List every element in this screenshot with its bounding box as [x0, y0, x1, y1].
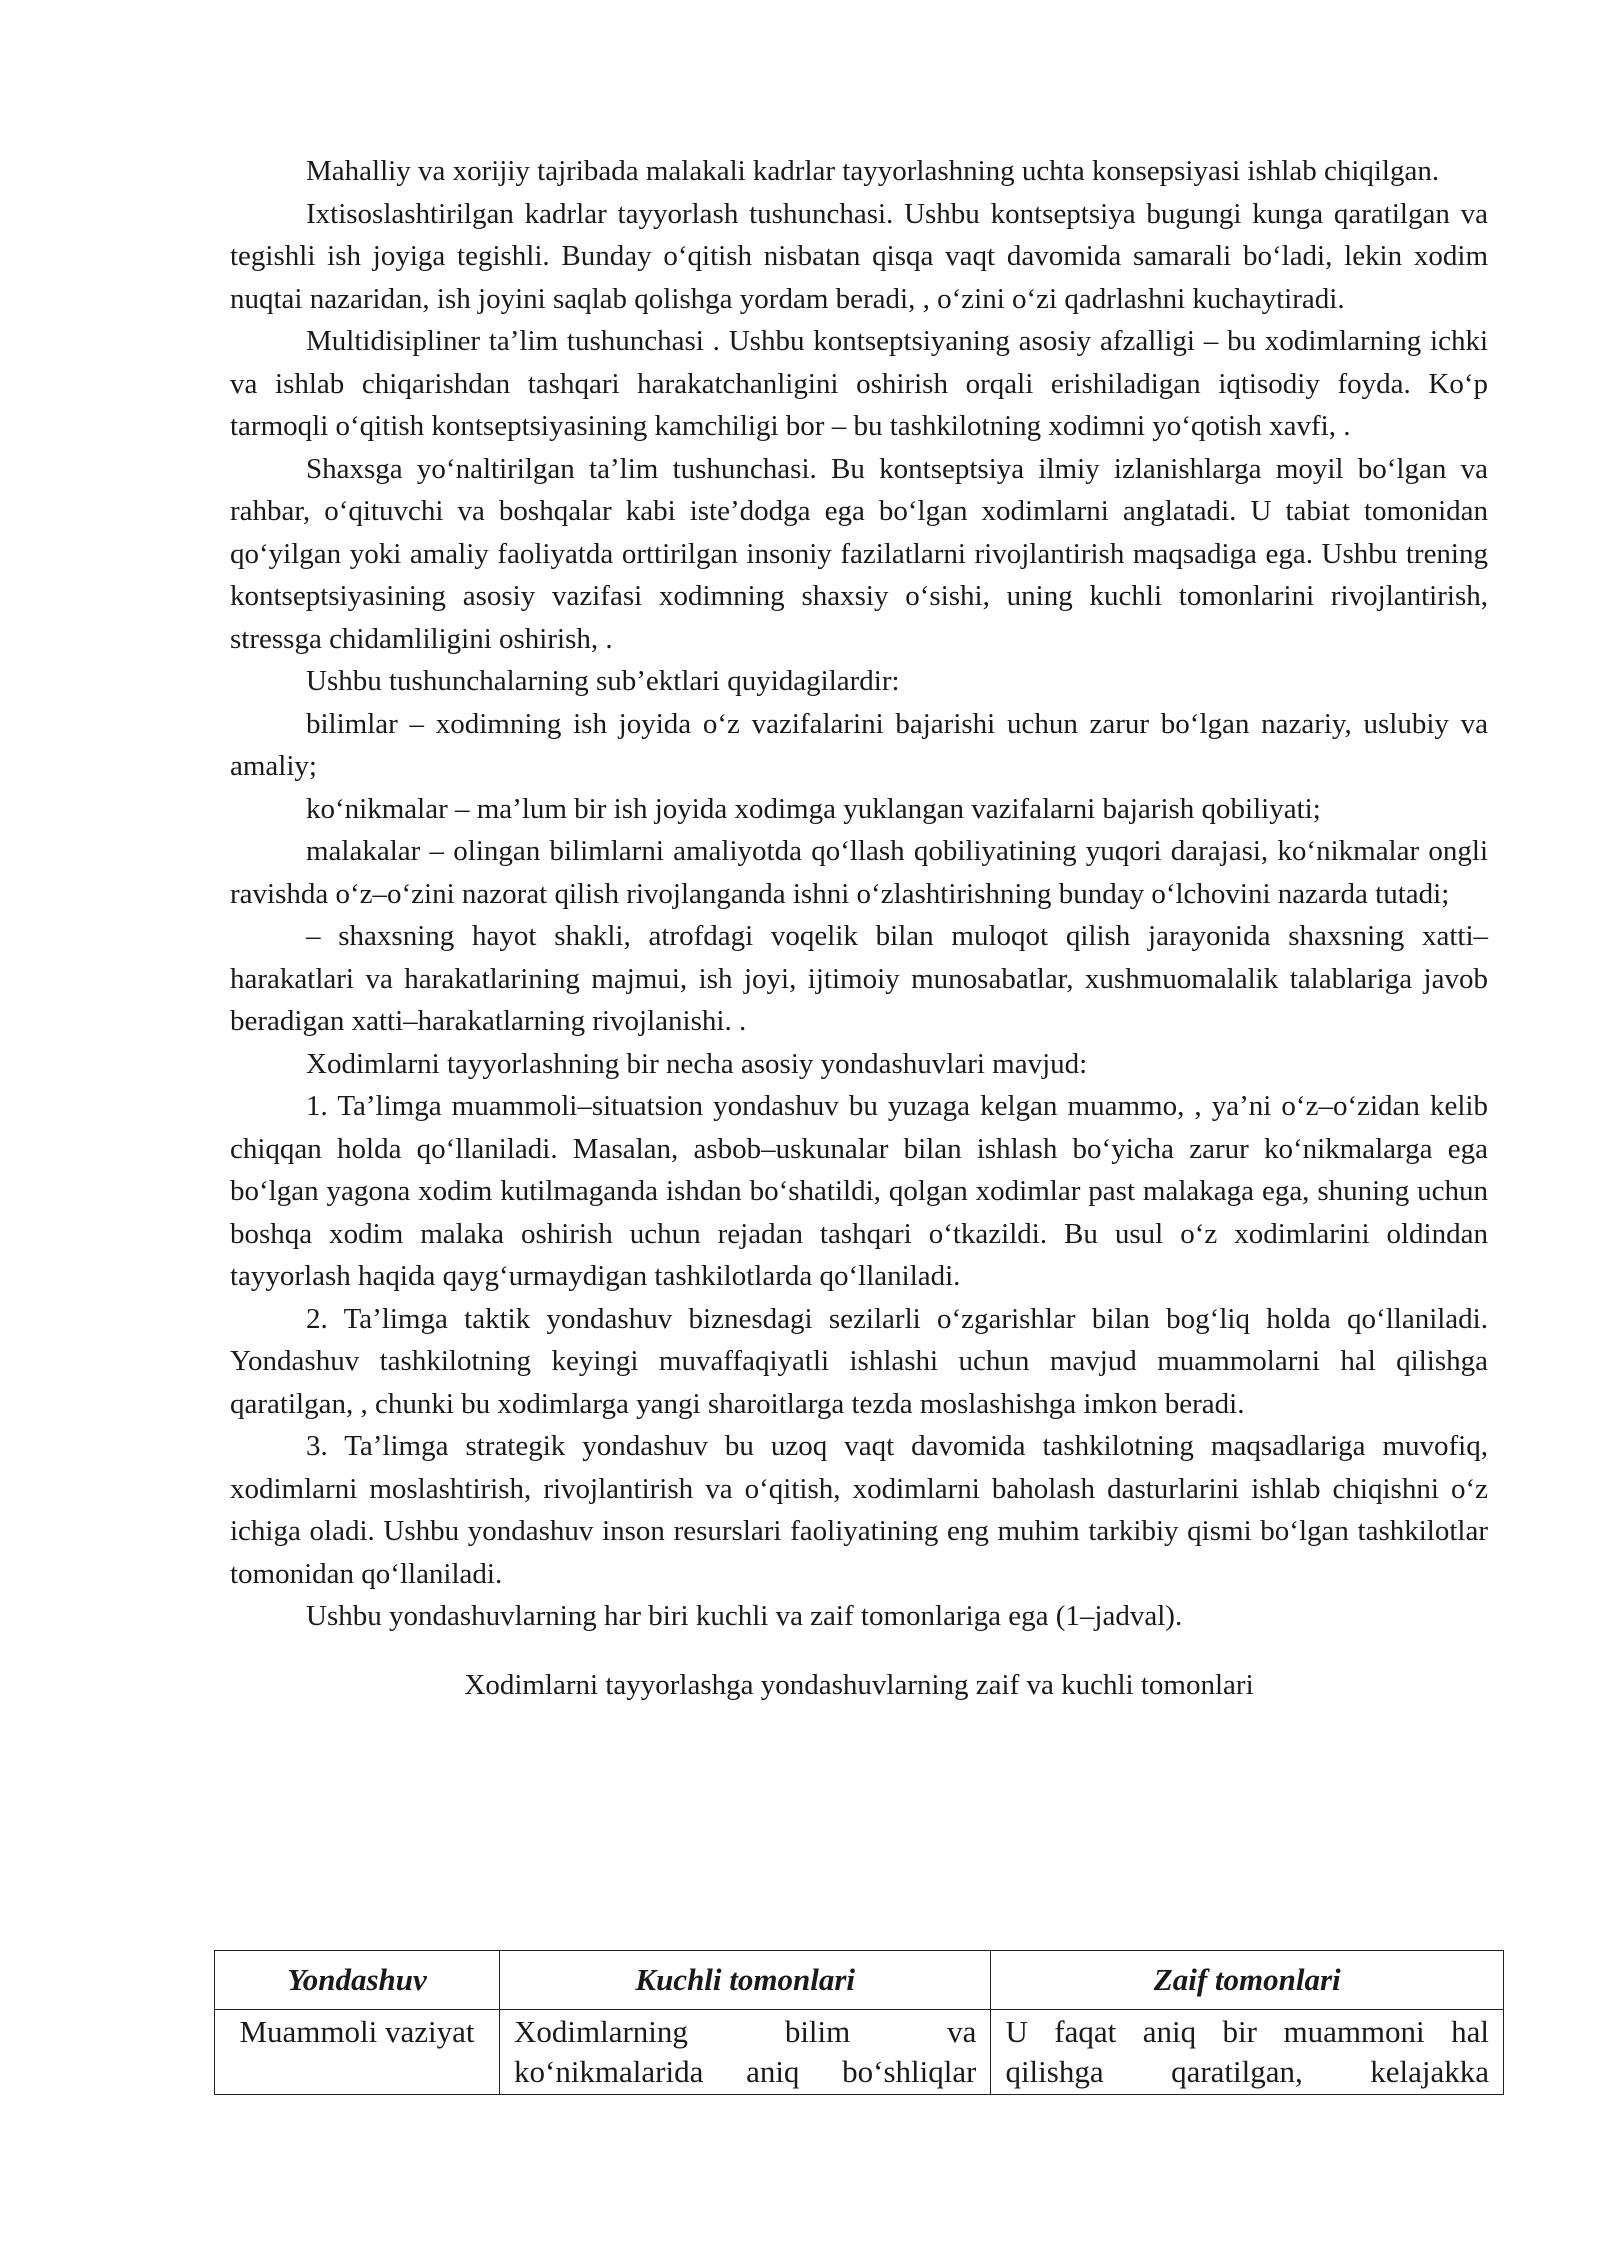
numbered-item: 2. Ta’limga taktik yondashuv biznesdagi sezilarli o‘zgarishlar bilan bog‘liq holda qo‘llaniladi. Yondashuv tashkilotning keyingi muvaffaqiyatli ishlashi uchun mavjud muammolarni hal qilishga qaratilgan, , chunki bu xodimlarga yangi sharoitlarga tezda moslashishga imkon beradi. — [230, 1302, 1488, 1420]
table-row — [215, 2010, 1504, 2095]
numbered-item: 3. Ta’limga strategik yondashuv bu uzoq vaqt davomida tashkilotning maqsadlariga muvofiq, xodimlarni moslashtirish, rivojlantirish va o‘qitish, xodimlarni baholash dasturlarini ishlab chiqishni o‘z ichiga oladi. Ushbu yondashuv inson resurslari faoliyatining eng muhim tarkibiy qismi bo‘lgan tashkilotlar tomonidan qo‘llaniladi. — [230, 1430, 1488, 1590]
cell-strengths — [500, 2010, 991, 2095]
numbered-item: 1. Ta’limga muammoli–situatsion yondashuv bu yuzaga kelgan muammo, , ya’ni o‘z–o‘zidan kelib chiqqan holda qo‘llaniladi. Masalan, asbob–uskunalar bilan ishlash bo‘yicha zarur ko‘nikmalarga ega bo‘lgan yagona xodim kutilmaganda ishdan bo‘shatildi, qolgan xodimlar past malakaga ega, shuning uchun boshqa xodim malaka oshirish uchun rejadan tashqari o‘tkazildi. Bu usul o‘z xodimlarini oldindan tayyorlash haqida qayg‘urmaydigan tashkilotlarda qo‘llaniladi. — [230, 1090, 1488, 1292]
paragraph: Shaxsga yo‘naltirilgan ta’lim tushunchasi. Bu kontseptsiya ilmiy izlanishlarga moyil bo‘lgan va rahbar, o‘qituvchi va boshqalar kabi iste’dodga ega bo‘lgan xodimlarni anglatadi. U tabiat tomonidan qo‘yilgan yoki amaliy faoliyatda orttirilgan insoniy fazilatlarni rivojlantirish maqsadiga ega. Ushbu trening kontseptsiyasining asosiy vazifasi xodimning shaxsiy o‘sishi, uning kuchli tomonlarini rivojlantirish, stressga chidamliligini oshirish, . — [230, 452, 1488, 655]
cell-text: Muammoli vaziyat — [239, 2014, 475, 2049]
paragraph: Mahalliy va xorijiy tajribada malakali kadrlar tayyorlashning uchta konsepsiyasi ishlab chiqilgan. — [306, 155, 1440, 187]
header-approach: Yondashuv — [215, 1951, 500, 2010]
cell-weaknesses — [991, 2010, 1504, 2095]
cell-approach — [215, 2010, 500, 2095]
list-item: – shaxsning hayot shakli, atrofdagi voqelik bilan muloqot qilish jarayonida shaxsning xatti–harakatlari va harakatlarining majmui, ish joyi, ijtimoiy munosabatlar, xushmuomalalik talablariga javob beradigan xatti–harakatlarning rivojlanishi. . — [230, 920, 1488, 1037]
list-item: ko‘nikmalar – ma’lum bir ish joyida xodimga yuklangan vazifalarni bajarish qobiliyati; — [306, 792, 1321, 825]
paragraph: Xodimlarni tayyorlashning bir necha asosiy yondashuvlari mavjud: — [306, 1047, 1088, 1080]
list-item: malakalar – olingan bilimlarni amaliyotda qo‘llash qobiliyatining yuqori darajasi, ko‘nikmalar ongli ravishda o‘z–o‘zini nazorat qilish rivojlanganda ishni o‘zlashtirishning bunday o‘lchovini nazarda tutadi; — [230, 835, 1488, 910]
table-caption: Xodimlarni tayyorlashga yondashuvlarning zaif va kuchli tomonlari — [464, 1668, 1254, 1701]
comparison-table — [214, 1950, 1504, 2095]
document-body — [230, 150, 1488, 1728]
table-header-row — [215, 1951, 1504, 2010]
paragraph: Ushbu tushunchalarning sub’ektlari quyidagilardir: — [306, 665, 900, 697]
cell-text: Xodimlarning bilim va ko‘nikmalarida aniq bo‘shliqlar — [514, 2014, 977, 2089]
cell-text: U faqat aniq bir muammoni hal qilishga qaratilgan, kelajakka — [1005, 2014, 1489, 2089]
header-weaknesses: Zaif tomonlari — [991, 1951, 1504, 2010]
header-strengths: Kuchli tomonlari — [500, 1951, 991, 2010]
paragraph: Ushbu yondashuvlarning har biri kuchli va zaif tomonlariga ega (1–jadval). — [306, 1600, 1183, 1632]
paragraph: Ixtisoslashtirilgan kadrlar tayyorlash tushunchasi. Ushbu kontseptsiya bugungi kunga qaratilgan va tegishli ish joyiga tegishli. Bunday o‘qitish nisbatan qisqa vaqt davomida samarali bo‘ladi, lekin xodim nuqtai nazaridan, ish joyini saqlab qolishga yordam beradi, , o‘zini o‘zi qadrlashni kuchaytiradi. — [230, 197, 1488, 315]
paragraph: Multidisipliner ta’lim tushunchasi . Ushbu kontseptsiyaning asosiy afzalligi – bu xodimlarning ichki va ishlab chiqarishdan tashqari harakatchanligini oshirish orqali erishiladigan iqtisodiy foyda. Ko‘p tarmoqli o‘qitish kontseptsiyasining kamchiligi bor – bu tashkilotning xodimni yo‘qotish xavfi, . — [230, 325, 1488, 442]
list-item: bilimlar – xodimning ish joyida o‘z vazifalarini bajarishi uchun zarur bo‘lgan nazariy, uslubiy va amaliy; — [230, 707, 1488, 782]
